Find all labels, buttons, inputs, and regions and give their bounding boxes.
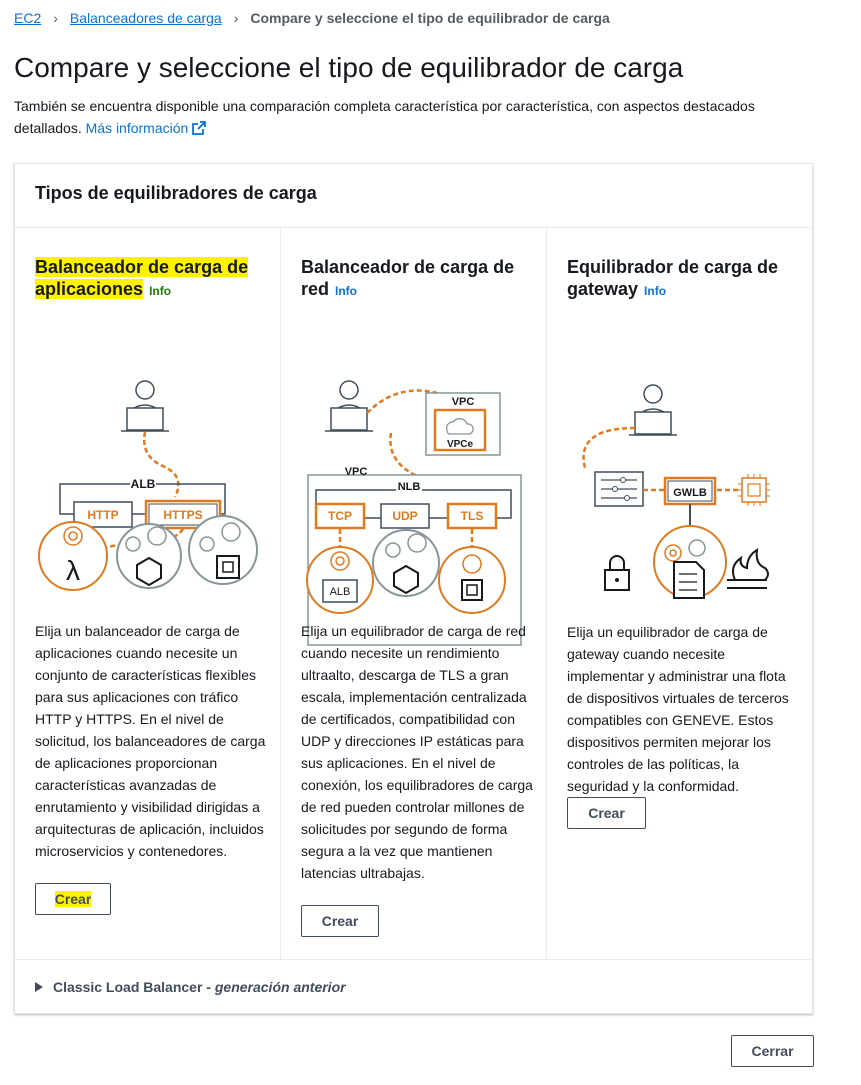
gwlb-info-link[interactable]: Info [644,284,667,298]
card-title: Tipos de equilibradores de carga [35,183,317,203]
alb-info-link[interactable]: Info [149,284,172,298]
create-alb-button[interactable]: Crear [35,883,111,915]
close-button[interactable]: Cerrar [731,1035,814,1067]
card-header [15,164,812,228]
checklist-icon [674,562,704,598]
alb-diagram [35,318,265,588]
page-title: Compare y seleccione el tipo de equilibrador de carga [14,52,684,83]
external-link-icon [192,121,206,135]
create-nlb-button[interactable]: Crear [301,905,379,937]
alb-title-line2: aplicaciones [35,279,144,299]
gwlb-description: Elija un equilibrador de carga de gateway cuando necesite implementar y administrar una flota de dispositivos virtuales de terceros compatibles con GENEVE. Estos dispositivos permiten mejorar los controles de las políticas, la seguridad y la conformidad. [567,624,789,794]
classic-suffix: generación anterior [214,979,346,995]
alb-target-icon [307,547,373,613]
nlb-column [281,228,547,959]
container-target-icon [373,530,439,596]
instance-target-icon [189,516,257,584]
gwlb-title [567,256,797,302]
tcp-label: TCP [328,509,352,523]
breadcrumb-current: Compare y seleccione el tipo de equilibrador de carga [250,10,610,26]
instance-target-icon [439,547,505,613]
chevron-right-icon: › [53,10,58,26]
alb-group-label: ALB [130,477,156,491]
nlb-description: Elija un equilibrador de carga de red cuando necesite un rendimiento ultraalto, descarga de TLS a gran escala, implementación centralizada de certificados, compatibilidad con UDP y direcciones IP estáticas para sus aplicaciones. En el nivel de conexión, los equilibradores de carga de red pueden controlar millones de solicitudes por segundo de forma segura a la vez que mantienen latencias ultrabajas. [301,623,533,881]
chevron-right-icon: › [233,10,239,26]
user-laptop-icon [629,385,677,435]
breadcrumb-ec2[interactable]: EC2 [14,10,42,26]
container-target-icon [117,524,181,588]
gwlb-title-text: Equilibrador de carga de gateway [567,257,779,299]
user-laptop-icon [121,381,169,431]
page-description [14,95,804,139]
nlb-title-text: Balanceador de carga de red [301,257,515,299]
lambda-target-icon [39,522,107,590]
nlb-diagram [301,318,531,598]
caret-right-icon [35,982,43,992]
page-description-text: También se encuentra disponible una comparación completa característica por característica, con aspectos destacados detallados. [14,98,755,136]
breadcrumb [14,10,610,26]
https-label: HTTPS [163,508,203,522]
udp-label: UDP [392,509,418,523]
nlb-info-link[interactable]: Info [335,284,358,298]
alb-column [15,228,281,959]
create-gwlb-button[interactable]: Crear [567,797,646,829]
svg-text:λ: λ [66,555,80,586]
filter-settings-icon [595,472,643,506]
gwlb-node-label: GWLB [673,487,707,499]
lock-icon [605,556,629,590]
gwlb-column [547,228,813,959]
appliance-chip-icon [738,474,770,506]
classic-load-balancer-section [15,959,812,1015]
http-label: HTTP [87,508,119,522]
nlb-group-label: NLB [397,481,421,493]
alb-target-label: ALB [329,586,351,598]
classic-label: Classic Load Balancer [53,979,203,995]
classic-load-balancer-expander[interactable]: Classic Load Balancer - generación anterior [35,979,346,995]
tls-label: TLS [460,509,484,523]
firewall-icon [727,550,768,588]
vpce-label: VPCe [446,439,474,450]
nlb-title [301,256,531,302]
vpc-top-label: VPC [451,396,475,408]
user-laptop-icon [325,381,373,431]
alb-description: Elija un balanceador de carga de aplicaciones cuando necesite un conjunto de características flexibles para sus aplicaciones con tráfico HTTP y HTTPS. En el nivel de solicitud, los balanceadores de carga de aplicaciones proporcionan características avanzadas de enrutamiento y visibilidad dirigidas a arquitecturas de aplicación, incluidos microservicios y contenedores. [35,623,266,859]
gwlb-diagram [567,318,797,588]
alb-title [35,256,265,302]
alb-title-line1: Balanceador de carga de [35,257,249,277]
breadcrumb-load-balancers[interactable]: Balanceadores de carga [69,10,222,26]
load-balancer-types-card [14,163,813,1014]
more-info-link[interactable]: Más información [86,120,207,136]
vpc-label: VPC [344,466,368,478]
